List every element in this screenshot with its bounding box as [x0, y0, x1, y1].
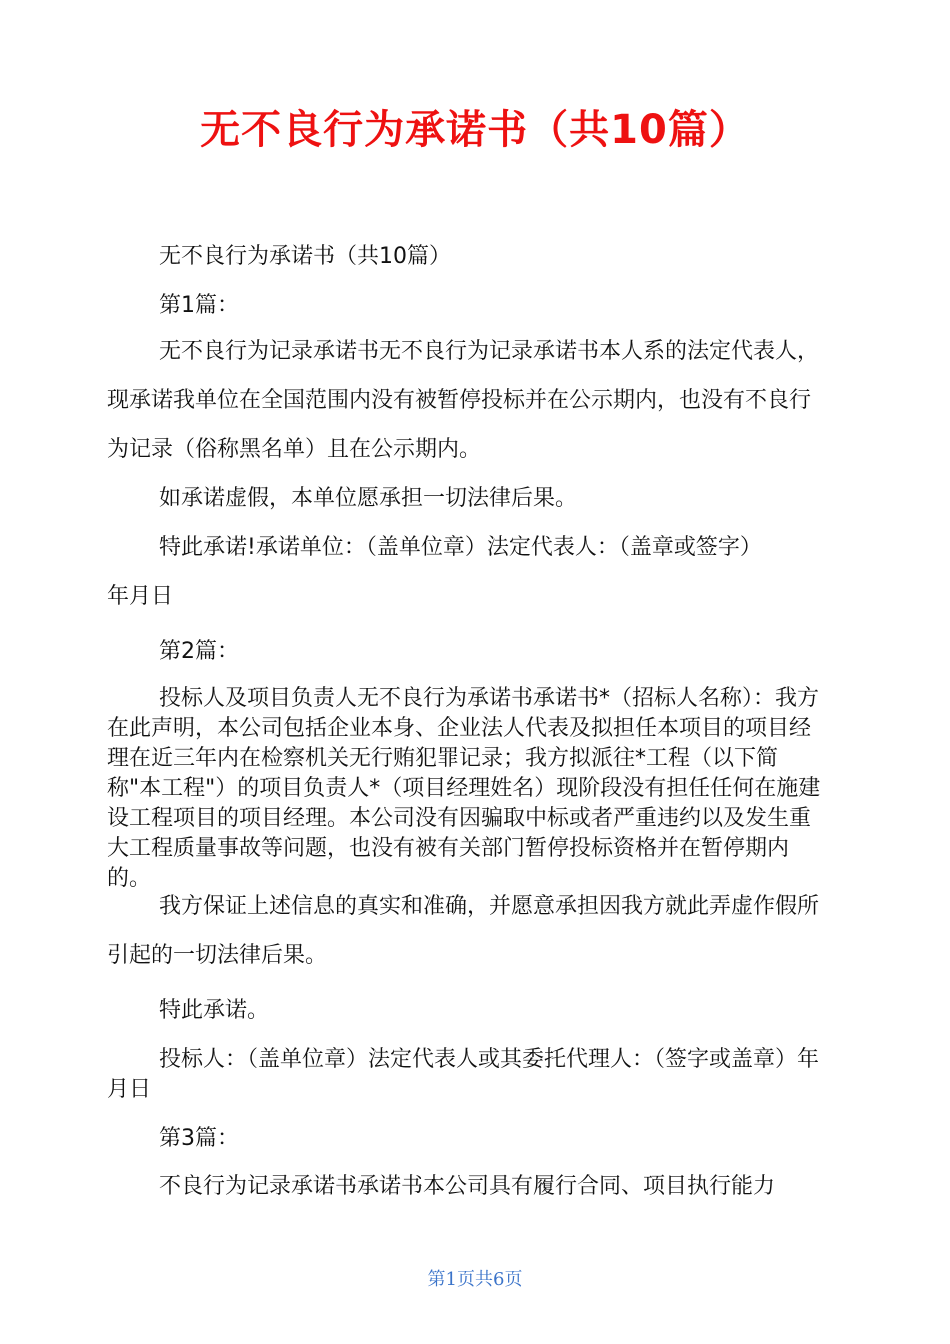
section-1-body-2	[107, 474, 829, 523]
section-heading: 第1篇：	[159, 293, 239, 318]
document-subtitle: 无不良行为承诺书（共10篇）	[159, 244, 451, 269]
section-1-body-3	[107, 523, 829, 572]
paragraph: 特此承诺!承诺单位：（盖单位章）法定代表人：（盖章或签字）	[159, 535, 762, 560]
section-3-body	[107, 1162, 829, 1211]
section-2-body-3	[107, 986, 829, 1035]
section-2	[107, 627, 829, 676]
section-heading: 第3篇：	[159, 1126, 239, 1151]
section-1	[107, 281, 829, 330]
paragraph: 投标人：（盖单位章）法定代表人或其委托代理人：（签字或盖章）年月日	[107, 1047, 820, 1102]
document-title: 无不良行为承诺书（共10篇）	[200, 107, 750, 153]
section-2-body	[107, 684, 829, 894]
paragraph: 我方保证上述信息的真实和准确，并愿意承担因我方就此弄虚作假所引起的一切法律后果。	[107, 894, 820, 968]
section-2-body-4	[107, 1045, 829, 1105]
section-1-body	[107, 327, 829, 474]
paragraph-date: 年月日	[107, 584, 174, 609]
section-3	[107, 1114, 829, 1163]
section-1-body-4	[107, 572, 829, 621]
paragraph: 不良行为记录承诺书承诺书本公司具有履行合同、项目执行能力	[159, 1174, 776, 1199]
section-2-body-2	[107, 882, 829, 980]
section-heading: 第2篇：	[159, 639, 239, 664]
paragraph: 如承诺虚假，本单位愿承担一切法律后果。	[159, 486, 578, 511]
paragraph: 无不良行为记录承诺书无不良行为记录承诺书本人系的法定代表人，现承诺我单位在全国范围内没有被暂停投标并在公示期内，也没有不良行为记录（俗称黑名单）且在公示期内。	[107, 339, 820, 462]
paragraph: 特此承诺。	[159, 998, 270, 1023]
page-number-footer: 第1页共6页	[427, 1269, 523, 1290]
document-body	[107, 232, 829, 281]
paragraph: 投标人及项目负责人无不良行为承诺书承诺书*（招标人名称）：我方在此声明，本公司包括企业本身、企业法人代表及拟担任本项目的项目经理在近三年内在检察机关无行贿犯罪记录；我方拟派往*工程（以下简称"本工程"）的项目负责人*（项目经理姓名）现阶段没有担任任何在施建设工程项目的项目经理。本公司没有因骗取中标或者严重违约以及发生重大工程质量事故等问题，也没有被有关部门暂停投标资格并在暂停期内的。	[107, 686, 821, 891]
